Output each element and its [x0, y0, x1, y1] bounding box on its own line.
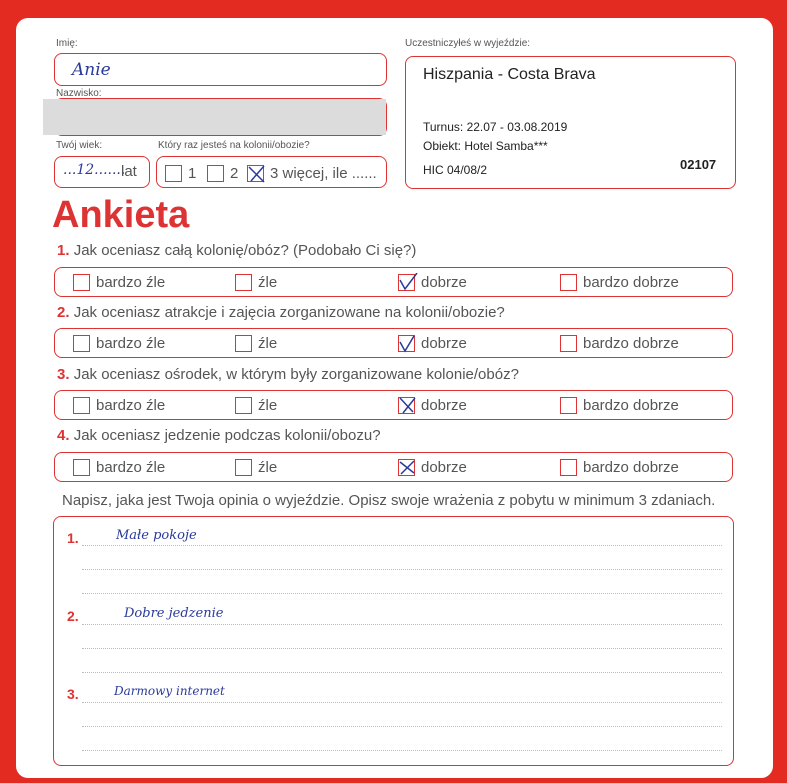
checkbox[interactable] — [73, 397, 90, 414]
checkbox[interactable] — [73, 459, 90, 476]
cross-mark-icon — [399, 458, 419, 478]
q1-option-very-good[interactable]: bardzo dobrze — [560, 272, 679, 292]
q2-option-good[interactable]: dobrze — [398, 333, 467, 353]
checkbox[interactable] — [560, 459, 577, 476]
time-1-label: 1 — [188, 164, 197, 182]
writing-line — [82, 593, 722, 594]
q4-option-very-bad[interactable]: bardzo źle — [73, 457, 165, 477]
answer-3-number: 3. — [67, 686, 79, 702]
q3-option-bad[interactable]: źle — [235, 395, 277, 415]
q1-option-very-bad[interactable]: bardzo źle — [73, 272, 165, 292]
question-2-options — [54, 328, 733, 358]
first-name-value: Anie — [72, 60, 111, 80]
writing-line — [82, 726, 722, 727]
checkbox[interactable] — [235, 397, 252, 414]
writing-line — [82, 624, 722, 625]
survey-sheet — [16, 18, 773, 778]
writing-line — [82, 545, 722, 546]
writing-line — [82, 702, 722, 703]
answer-2-number: 2. — [67, 608, 79, 624]
answer-2-text: Dobre jedzenie — [124, 606, 224, 621]
time-3-label: 3 więcej, ile ...... — [270, 164, 377, 182]
q3-option-very-good[interactable]: bardzo dobrze — [560, 395, 679, 415]
checkbox[interactable] — [560, 397, 577, 414]
q3-option-very-bad[interactable]: bardzo źle — [73, 395, 165, 415]
cross-mark-icon — [399, 396, 419, 416]
writing-line — [82, 569, 722, 570]
writing-line — [82, 750, 722, 751]
q4-option-bad[interactable]: źle — [235, 457, 277, 477]
time-3-checkbox[interactable] — [247, 165, 264, 182]
last-name-label: Nazwisko: — [56, 88, 102, 99]
question-1-options — [54, 267, 733, 297]
question-3: 3. Jak oceniasz ośrodek, w którym były zorganizowane kolonie/obóz? — [57, 366, 519, 383]
checkbox[interactable] — [73, 335, 90, 352]
which-time-label: Który raz jesteś na kolonii/obozie? — [158, 140, 310, 151]
writing-line — [82, 648, 722, 649]
q1-option-good[interactable]: dobrze — [398, 272, 467, 292]
opinion-prompt: Napisz, jaka jest Twoja opinia o wyjeździe. Opisz swoje wrażenia z pobytu w minimum 3 zdaniach. — [62, 492, 716, 509]
q2-option-very-good[interactable]: bardzo dobrze — [560, 333, 679, 353]
check-mark-icon — [399, 273, 419, 293]
writing-line — [82, 672, 722, 673]
checkbox[interactable] — [560, 335, 577, 352]
time-2-label: 2 — [230, 164, 239, 182]
time-1-checkbox[interactable] — [165, 165, 182, 182]
first-name-field[interactable] — [54, 53, 387, 86]
q1-option-bad[interactable]: źle — [235, 272, 277, 292]
question-4-options — [54, 452, 733, 482]
checkbox[interactable] — [73, 274, 90, 291]
question-2: 2. Jak oceniasz atrakcje i zajęcia zorganizowane na kolonii/obozie? — [57, 304, 505, 321]
which-time-field[interactable] — [156, 156, 387, 188]
trip-info-box — [405, 56, 736, 189]
question-4: 4. Jak oceniasz jedzenie podczas kolonii/obozu? — [57, 427, 381, 444]
trip-destination: Hiszpania - Costa Brava — [423, 66, 596, 83]
answer-1-number: 1. — [67, 530, 79, 546]
answer-3-text: Darmowy internet — [114, 684, 225, 698]
trip-code: HIC 04/08/2 — [423, 163, 488, 177]
checkbox[interactable] — [560, 274, 577, 291]
q4-option-very-good[interactable]: bardzo dobrze — [560, 457, 679, 477]
opinion-answer-box[interactable] — [53, 516, 734, 766]
q2-option-very-bad[interactable]: bardzo źle — [73, 333, 165, 353]
last-name-field[interactable] — [54, 98, 387, 136]
cross-mark-icon — [248, 164, 268, 184]
checkbox[interactable] — [398, 397, 415, 414]
checkbox[interactable] — [235, 335, 252, 352]
age-value: ...12....... — [63, 162, 126, 178]
age-unit: lat — [121, 163, 137, 180]
first-name-label: Imię: — [56, 38, 78, 49]
q4-option-good[interactable]: dobrze — [398, 457, 467, 477]
age-field[interactable] — [54, 156, 150, 188]
time-2-checkbox[interactable] — [207, 165, 224, 182]
q2-option-bad[interactable]: źle — [235, 333, 277, 353]
question-1: 1. Jak oceniasz całą kolonię/obóz? (Podobało Ci się?) — [57, 242, 417, 259]
trip-number: 02107 — [680, 157, 717, 172]
trip-hotel: Obiekt: Hotel Samba*** — [423, 139, 548, 153]
trip-turnus: Turnus: 22.07 - 03.08.2019 — [423, 120, 568, 134]
check-mark-icon — [399, 334, 419, 354]
question-3-options — [54, 390, 733, 420]
checkbox[interactable] — [398, 335, 415, 352]
checkbox[interactable] — [398, 459, 415, 476]
page-title: Ankieta — [52, 194, 190, 236]
answer-1-text: Małe pokoje — [116, 528, 197, 543]
checkbox[interactable] — [235, 459, 252, 476]
checkbox[interactable] — [398, 274, 415, 291]
participated-label: Uczestniczyłeś w wyjeździe: — [405, 38, 531, 49]
age-label: Twój wiek: — [56, 140, 103, 151]
q3-option-good[interactable]: dobrze — [398, 395, 467, 415]
redaction-block — [43, 99, 386, 135]
checkbox[interactable] — [235, 274, 252, 291]
